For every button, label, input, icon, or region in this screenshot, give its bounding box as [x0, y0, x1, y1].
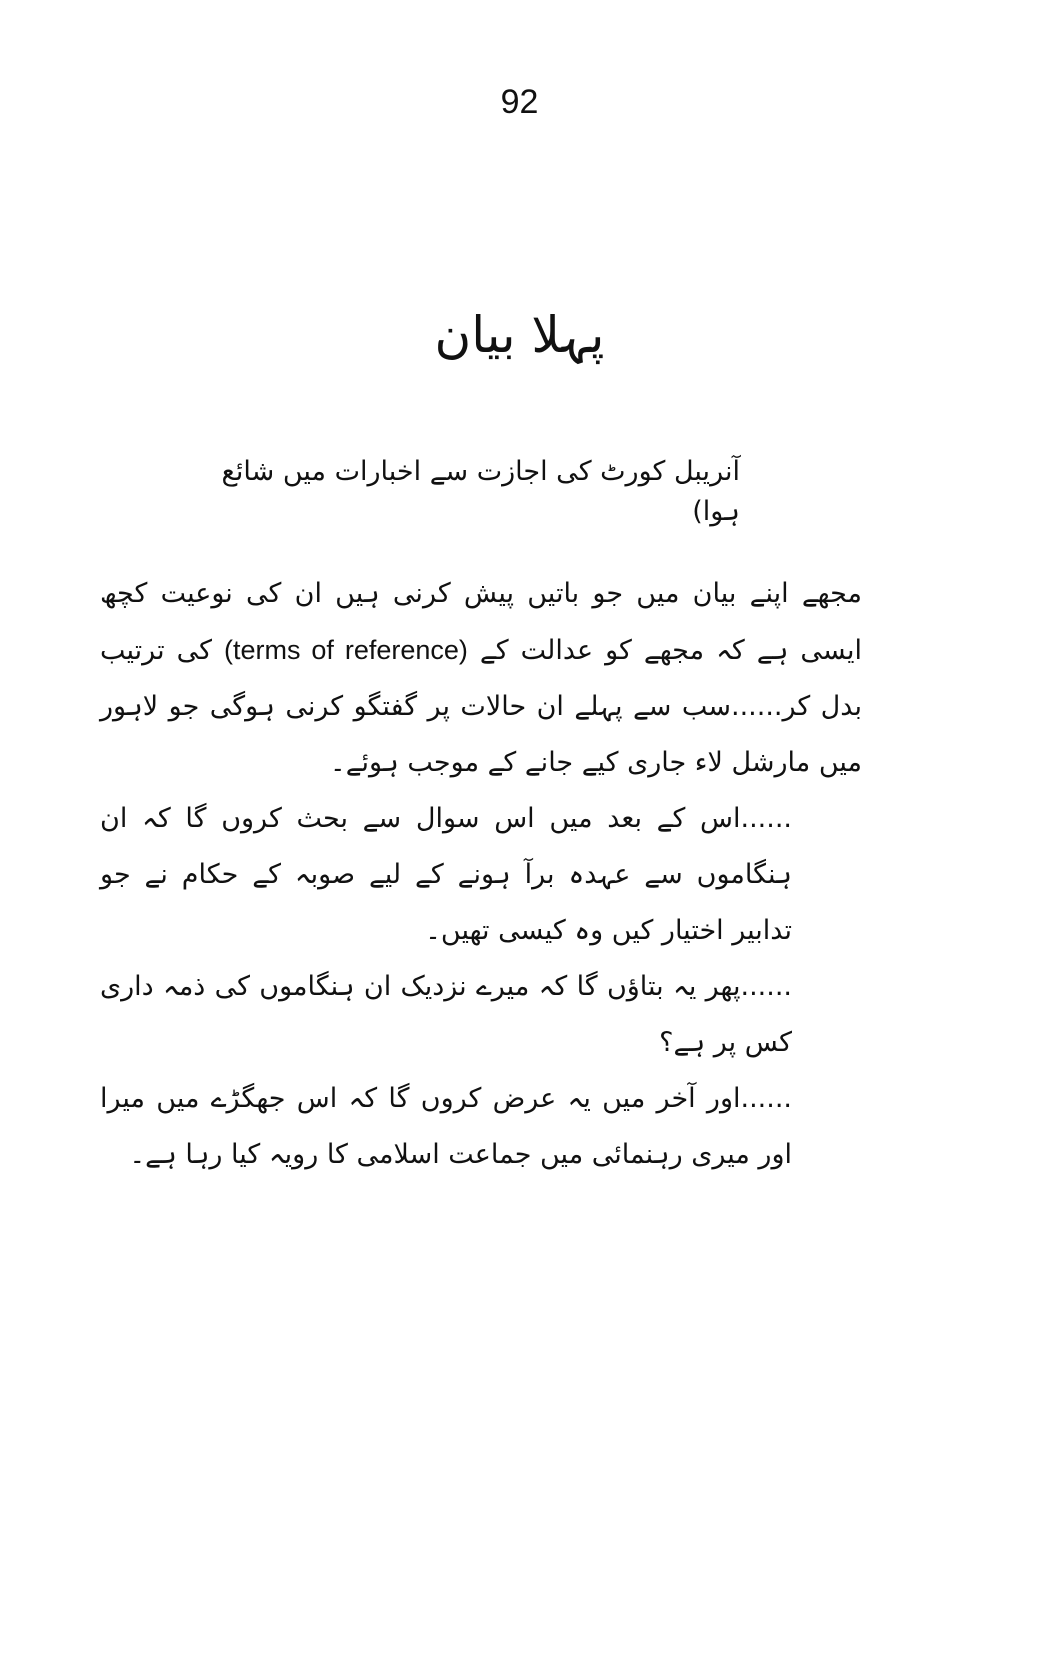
chapter-title: پہلا بیان [434, 306, 605, 364]
page-number: 92 [500, 83, 539, 121]
chapter-subtitle: آنریبل کورٹ کی اجازت سے اخبارات میں شائع ہوا) [221, 456, 740, 527]
paragraph-1-before: مجھے اپنے بیان میں جو باتیں پیش کرنی ہیں ان کی نوعیت کچھ ایسی ہے کہ مجھے کو عدالت کے [100, 578, 863, 666]
paragraph-1-after: کی ترتیب بدل کر......سب سے پہلے ان حالات پر گفتگو کرنی ہوگی جو لاہور میں مارشل لاء جاری کیے جانے کے موجب ہوئے۔ [100, 635, 862, 778]
body-text [100, 566, 862, 1183]
paragraph-1 [100, 566, 862, 791]
terms-of-reference: (terms of reference) [223, 635, 468, 665]
paragraph-3: ......پھر یہ بتاؤں گا کہ میرے نزدیک ان ہنگاموں کی ذمہ داری کس پر ہے؟ [100, 971, 792, 1058]
paragraph-2: ......اس کے بعد میں اس سوال سے بحث کروں گا کہ ان ہنگاموں سے عہدہ برآ ہونے کے لیے صوبہ کے حکام نے جو تدابیر اختیار کیں وہ کیسی تھیں۔ [100, 803, 792, 946]
paragraph-4: ......اور آخر میں یہ عرض کروں گا کہ اس جھگڑے میں میرا اور میری رہنمائی میں جماعت اسلامی کا رویہ کیا رہا ہے۔ [100, 1083, 792, 1170]
